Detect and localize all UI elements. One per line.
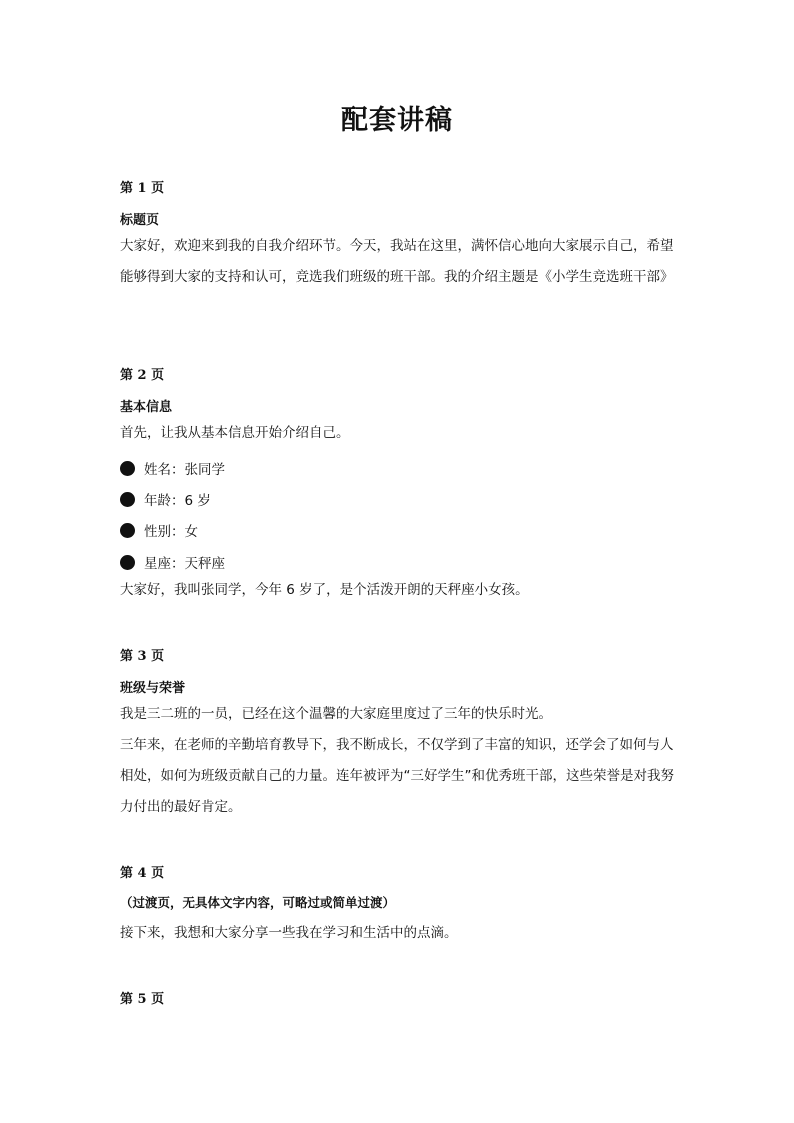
section-subtitle-1: 标题页 [120, 213, 160, 228]
page-label-5: 第 5 页 [120, 992, 165, 1007]
document-title: 配套讲稿 [341, 105, 453, 136]
section-paragraph-4: 接下来，我想和大家分享一些我在学习和生活中的点滴。 [120, 925, 458, 941]
page-label-1: 第 1 页 [120, 181, 165, 196]
bullet-dot-icon [120, 523, 135, 538]
info-bullet-item [120, 552, 225, 572]
transition-note: （过渡页，无具体文字内容，可略过或简单过渡） [120, 895, 396, 910]
bullet-text: 年龄：6 岁 [144, 493, 211, 509]
section-closing-2: 大家好，我叫张同学，今年 6 岁了，是个活泼开朗的天秤座小女孩。 [120, 582, 529, 598]
bullet-dot-icon [120, 555, 135, 570]
bullet-dot-icon [120, 492, 135, 507]
bullet-dot-icon [120, 461, 135, 476]
section-paragraph-1: 大家好，欢迎来到我的自我介绍环节。今天，我站在这里，满怀信心地向大家展示自己，希望能够得到大家的支持和认可，竞选我们班级的班干部。我的介绍主题是《小学生竞选班干部》 [120, 238, 674, 285]
section-paragraph-3b: 三年来，在老师的辛勤培育教导下，我不断成长，不仅学到了丰富的知识，还学会了如何与人相处，如何为班级贡献自己的力量。连年被评为“三好学生”和优秀班干部，这些荣誉是对我努力付出的最好肯定。 [120, 737, 674, 815]
page-label-2: 第 2 页 [120, 368, 165, 383]
bullet-text: 姓名：张同学 [144, 462, 225, 478]
section-subtitle-2: 基本信息 [120, 400, 173, 415]
section-subtitle-3: 班级与荣誉 [120, 681, 186, 696]
page-label-4: 第 4 页 [120, 866, 165, 881]
info-bullet-item [120, 489, 211, 509]
info-bullet-item [120, 520, 198, 540]
bullet-text: 性别：女 [144, 524, 198, 540]
info-bullet-item [120, 458, 225, 478]
section-intro-2: 首先，让我从基本信息开始介绍自己。 [120, 425, 350, 441]
page-label-3: 第 3 页 [120, 649, 165, 664]
bullet-text: 星座：天秤座 [144, 556, 225, 572]
section-paragraph-3a: 我是三二班的一员，已经在这个温馨的大家庭里度过了三年的快乐时光。 [120, 706, 552, 722]
